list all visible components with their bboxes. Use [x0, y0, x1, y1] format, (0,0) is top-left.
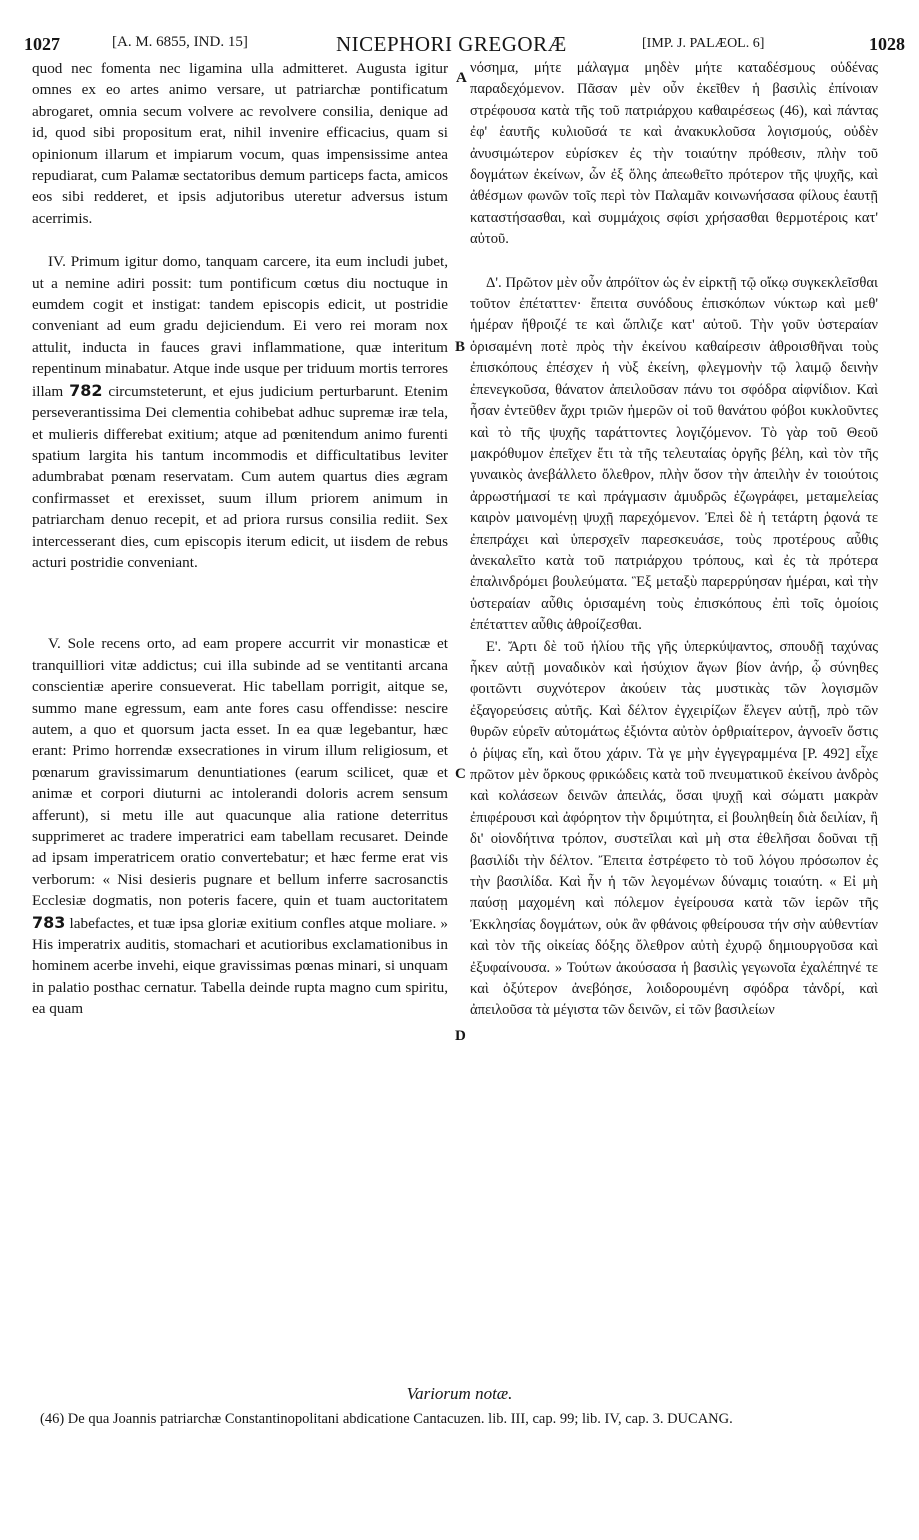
- latin-section-v-part-1: V. Sole recens orto, ad eam propere accurrit vir monasticæ et tranquilliori vitæ addictus; cui illa subinde ad se ventitanti arcana conscientiæ aperire consueverat. Hic tabellam porrigit, aitque se, summo mane egressum, eam ante fores casu offendisse: nescire autem, a quo et quorsum jacta esset. In ea quæ legebantur, hæc erant: Primo horrendæ exsecrationes in virum illum religiosum, et pœnarum gravissimarum denuntiationes (earum scilicet, quæ et animæ et corpori diuturni ac intolerandi doloris acrem sensum afferunt), si metu ille aut quacunque alia ratione deterritus supprimeret ac tradere imperatrici eam tabellam recusaret. Deinde ad ipsam imperatricem oratio convertebatur; et hæc ferme erat vis verborum: « Nisi desieris pugnare et bellum inferre sacrosanctis Ecclesiæ dogmatis, non poteris facere, quin et tuam auctoritatem: [32, 635, 448, 910]
- notes-heading: Variorum notæ.: [406, 1384, 513, 1403]
- latin-column: [32, 58, 448, 1378]
- year-indiction: [A. M. 6855, IND. 15]: [112, 34, 248, 50]
- page-number-right: 1028: [869, 34, 905, 54]
- greek-paragraph-1: νόσημα, μήτε μάλαγμα μηδὲν μήτε καταδέσμους οὐδένας παραδεχόμενον. Πᾶσαν μὲν οὖν ἐκεῖθεν ἡ βασιλὶς ἐπίνοιαν στρέφουσα κατὰ τῆς τοῦ πατριάρχου καθαιρέσεως (46), καὶ πάντας ἐφ' ἑαυτῆς κυλιοῦσά τε καὶ ἀνακυκλοῦσα λογισμούς, οὐδὲν ἀνυσιμώτερον εὑρίσκεν ἐς τὴν τοιαύτην πρόθεσιν, πλὴν τοῦ δογμάτων ἐκείνων, ὧν ἐξ ὅλης ἀπεωθεῖτο πρότερον τῆς ψυχῆς, καὶ ἀθέσμων φωνῶν τοῖς περὶ τὸν Παλαμᾶν κοινωνήσασα φίλους ἑαυτῇ καταστήσασθαι, καὶ συμμάχοις σφίσι χρήσασθαι θερμοτέροις κατ' αὐτοῦ.: [470, 60, 878, 248]
- emperor-reference: [IMP. J. PALÆOL. 6]: [642, 36, 765, 51]
- margin-mark-a: A: [456, 70, 467, 86]
- margin-mark-d: D: [455, 1028, 466, 1044]
- running-title: NICEPHORI GREGORÆ: [336, 32, 567, 56]
- margin-mark-b: B: [455, 339, 466, 355]
- greek-section-delta: Δ'. Πρῶτον μὲν οὖν ἀπρόϊτον ὡς ἐν εἱρκτῇ τῷ οἴκῳ συγκεκλεῖσθαι τοῦτον ἐπέταττεν· ἔπειτα συνόδους ἐπισκόπων νύκτωρ καὶ μεθ' ἡμέραν ἤθροιζέ τε καὶ ὥπλιζε κατ' αὐτοῦ. Τὴν γοῦν ὑστεραίαν ὁρισαμένη ποτὲ πρὸς τὴν ἐκείνου καθαίρεσιν ἀθροισθῆναι τοὺς ἐπισκόπους ἐπέσχεν ἡ νὺξ ἐκείνη, φλεγμονὴν τῷ λαιμῷ δεινὴν ἐπενεγκοῦσα, θάνατον ἀπειλοῦσαν πάνυ τοι σφόδρα αἰφνίδιον. Καὶ ἦσαν ἐντεῦθεν ἄχρι τριῶν ἡμερῶν οἱ τοῦ θανάτου φόβοι κυκλοῦντες καὶ τὸ τῆς ψυχῆς ταράττοντες λογιζόμενον. Τὸ γὰρ τοῦ Θεοῦ μακρόθυμον ἐπεῖχεν ἔτι τὰ τῆς τελευταίας ὀργῆς βέλη, καὶ τὸν τῆς γυναικὸς ἀνεβάλλετο ὄλεθρον, πλὴν ὅσον τὴν ἀπειλὴν ἐν τοιούτοις ἀρρωστήμασί τε καὶ πράγμασιν ἀμυδρῶς ἐζωγράφει, μεταμελείας καιρὸν μαινομένῃ ψυχῇ παρεχόμενον. Ἐπεὶ δὲ ἡ τετάρτη ῥᾳονά τε ἐπεπράχει καὶ ὑπερσχεῖν παρεσκευάσε, τοὺς προτέρους αὖθις ἀνεκαλεῖτο κατὰ τοῦ πατριάρχου τρόπους, καὶ ἐς τὰ πρότερα ἐπαλινδρόμει βουλεύματα. Ἓξ μεταξὺ παρερρύησαν ἡμέραι, καὶ τὴν ὑστεραίαν αὖθις ὁρισαμένη τοὺς ἐπισκόπους ἐπὶ τοῖς ὁμοίοις ἐπέταττεν αὖθις ἀθροίζεσθαι.: [470, 274, 878, 634]
- margin-mark-c: C: [455, 766, 466, 782]
- latin-section-v-part-2: labefactes, et tuæ ipsa gloriæ exitium confles atque moliare. » His imperatrix auditis, stomachari et acutioribus exclamationibus in hominem acerbe invehi, eique gravissimas pœnas minari, si unquam in palatio posthac cernatur. Tabella deinde rupta magno cum spiritu, ea quam: [32, 914, 448, 1018]
- latin-section-iv: [32, 251, 448, 573]
- column-number-783: 783: [32, 912, 66, 932]
- latin-section-v: [32, 633, 448, 1019]
- latin-paragraph-1: quod nec fomenta nec ligamina ulla admitteret. Augusta igitur omnes ex eo artes animo versare, ut patriarchæ pontificatum abrogaret, omnia secum volvere ac revolvere consilia, denique ad id, quod sibi propositum erat, nihil invenire efficacius, quam si opinionum illarum et impiarum vocum, quas impensissime antea repudiarat, cum Palamæ sectatoribus demum particeps facta, amicos eos sibi redderet, et ipsis adjutoribus uteretur adversus istum acerrimis.: [32, 60, 448, 227]
- footnote-46: (46) De qua Joannis patriarchæ Constantinopolitani abdicatione Cantacuzen. lib. III, cap. 99; lib. IV, cap. 3. DUCANG.: [40, 1411, 733, 1427]
- column-number-782: 782: [69, 380, 103, 400]
- latin-section-iv-part-2: circumsteterunt, et ejus judicium perturbarunt. Etenim perseverantissima Dei clementia cohibebat adhuc supremæ iræ tela, et mulieris differebat exitium; atque ad pœnitendum animo furenti spatium largita his tantum incommodis et difficultatibus leviter adumbrabat pœnam reservatam. Cum autem quartus dies ægram confirmasset et erexisset, suum illum priorem animum in patriarcham denuo recepit, et ad priora rursus consilia rediit. Sex intercesserant dies, cum episcopis iterum edicit, ut iisdem de rebus acturi postridie conveniant.: [32, 382, 448, 571]
- page-number-left: 1027: [24, 34, 60, 54]
- greek-column: [470, 58, 878, 1378]
- latin-section-iv-part-1: IV. Primum igitur domo, tanquam carcere, ita eum includi jubet, ut a nemine adiri possit: tum pontificum cœtus diu noctuque in eumdem cogit et instigat: tandem episcopis edicit, ut postridie conveniant ad eum gradu dejiciendum. Ei vero rei moram nox attulit, inducta in fauces gravi inflammatione, quæ interitum repentinum minabatur. Atque inde usque per triduum mortis terrores illam: [32, 253, 448, 400]
- greek-section-epsilon: Ε'. Ἄρτι δὲ τοῦ ἡλίου τῆς γῆς ὑπερκύψαντος, σπουδῇ ταχύνας ἧκεν αὐτῇ μοναδικὸν καὶ ἡσύχιον ἄγων βίον ἀνήρ, ᾧ σύνηθες φοιτῶντι συχνότερον ἀκούειν τὰς μυστικὰς τῶν λογισμῶν ἐξαγορεύσεις αὐτῆς. Καὶ δέλτον ἐγχειρίζων ἔλεγεν αὐτῇ, πρὸ τῶν θυρῶν εὑρεῖν αὐτομάτως ἐξιόντα αὐτὸν ὀρθριαίτερον, ἀγνοεῖν ὅστις ὁ ῥίψας εἴη, καὶ ὅτου χάριν. Τὰ γε μὴν ἐγγεγραμμένα [P. 492] εἶχε πρῶτον μὲν ὅρκους φρικώδεις κατὰ τοῦ πνευματικοῦ ἐκείνου ἀνδρὸς καὶ κολάσεων δεινῶν ἀπειλάς, ὅσαι ψυχῇ καὶ σώματι μακρὰν ἐπιφέρουσι καὶ ἀφόρητον τὴν δριμύτητα, εἰ βουληθείη διὰ δειλίαν, ἢ δι' οἱονδήτινα τρόπον, συστεῖλαι καὶ μὴ στα ἐθελῆσαι δοῦναι τῇ βασιλίδι τὴν δέλτον. Ἔπειτα ἐστρέφετο τὸ τοῦ λόγου πρόσωπον ἐς τὴν βασιλίδα. Καὶ ἦν ἡ τῶν λεγομένων δύναμις τοιαύτη. « Εἰ μὴ παύσῃ μαχομένη καὶ πόλεμον ἐγείρουσα κατὰ τῶν ἱερῶν τῆς Ἐκκλησίας δογμάτων, οὐκ ἂν φθάνοις φθείρουσα τήν σὴν αὐθεντίαν καὶ τὸν τῆς οἰκείας δόξης ὄλεθρον αὐτὴ ἐχυρῷ δημιουργοῦσα καὶ ἐξυφαίνουσα. » Τούτων ἀκούσασα ἡ βασιλὶς γεγωνοῖα ἐχαλέπηνέ τε καὶ ὀξύτερον ἀνεβόησε, λοιδορουμένη σφόδρα τἀνδρί, καὶ ἀπειλοῦσα τὰ μέγιστα τῶν δεινῶν, εἰ τῶν βασιλείων: [470, 638, 878, 1019]
